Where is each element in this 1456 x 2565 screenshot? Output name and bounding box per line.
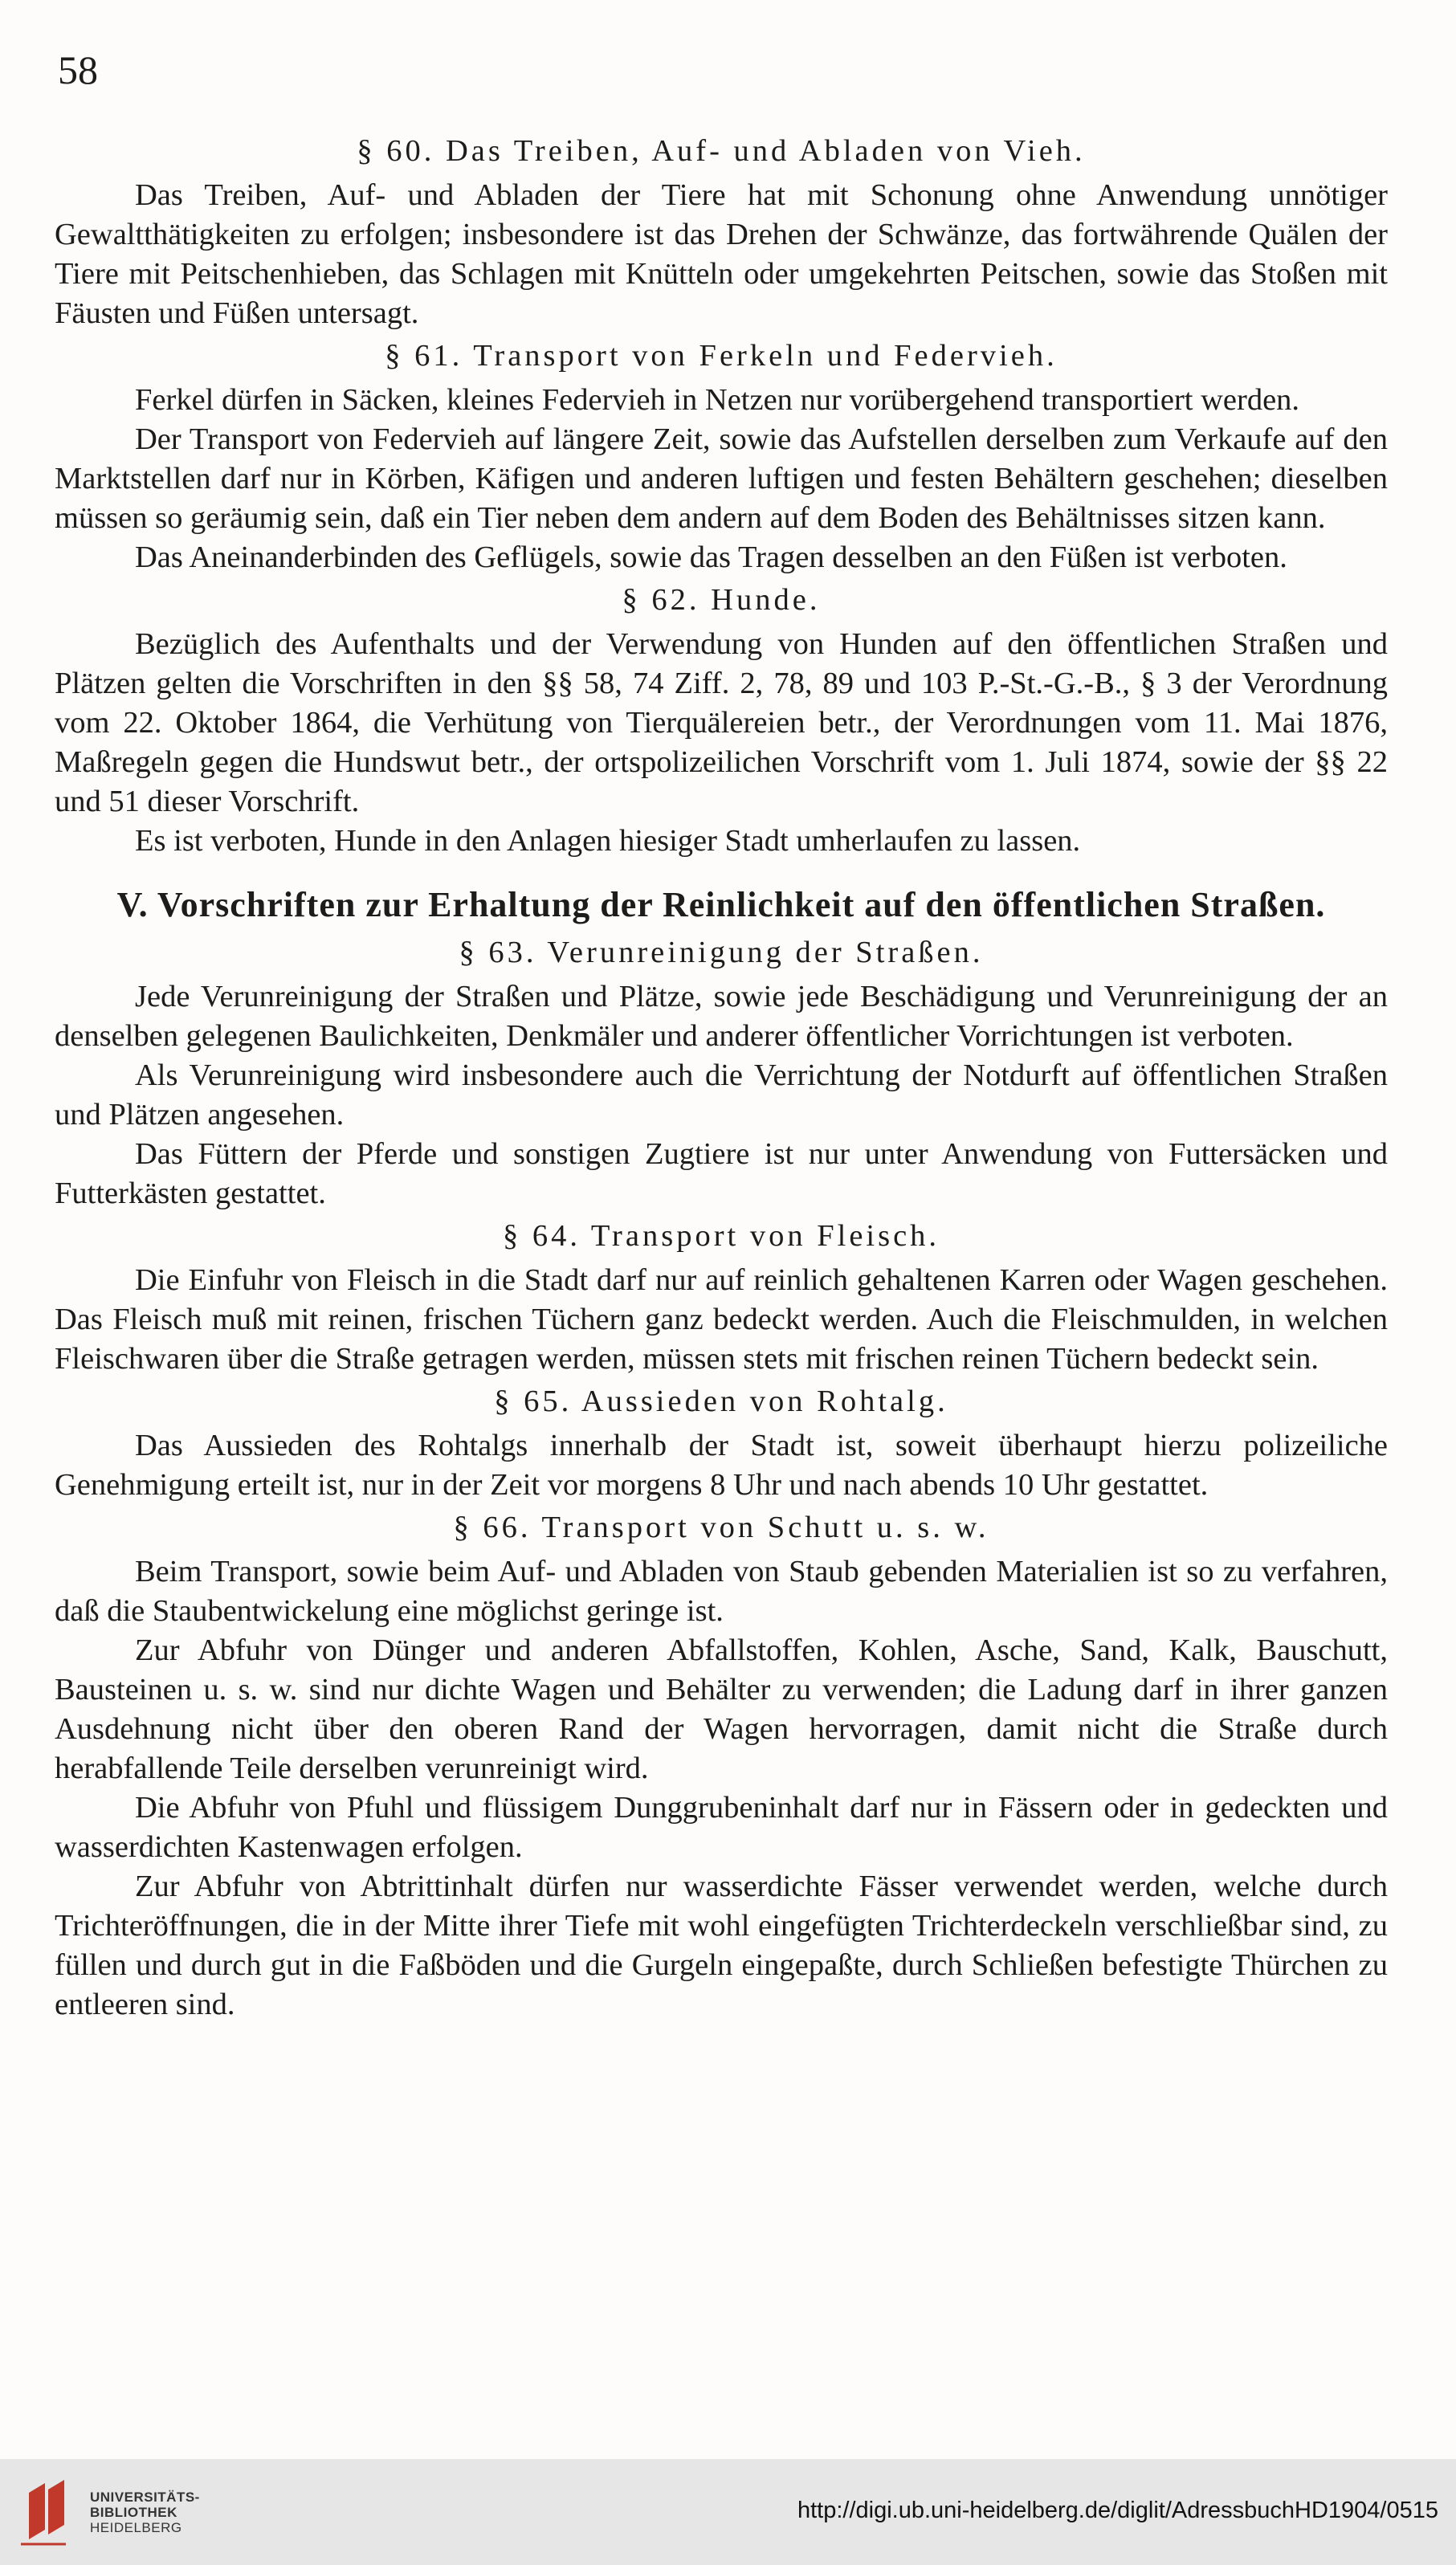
page-number: 58 [58, 47, 98, 92]
paragraph: Das Füttern der Pferde und sonstigen Zugtiere ist nur unter Anwendung von Futtersäcken und Futterkästen gestattet. [55, 1137, 1388, 1210]
paragraph: Zur Abfuhr von Abtrittinhalt dürfen nur wasserdichte Fässer verwendet werden, welche durch Trichteröffnungen, die in der Mitte ihrer Tiefe mit wohl eingefügten Trichterdeckeln verschließbar sind, zu füllen und durch gut in die Faßböden und die Gurgeln eingepaßte, durch Schließen befestigte Thürchen zu entleeren sind. [55, 1870, 1388, 2021]
paragraph: Bezüglich des Aufenthalts und der Verwendung von Hunden auf den öffentlichen Straßen und Plätzen gelten die Vorschriften in den §§ 58, 74 Ziff. 2, 78, 89 und 103 P.-St.-G.-B., § 3 der Verordnung vom 22. Oktober 1864, die Verhütung von Tierquälereien betr., der Verordnungen vom 11. Mai 1876, Maßregeln gegen die Hundswut betr., der ortspolizeilichen Vorschrift vom 1. Juli 1874, sowie der §§ 22 und 51 dieser Vorschrift. [55, 627, 1388, 818]
footer-bar [0, 2459, 1456, 2565]
section-heading: § 64. Transport von Fleisch. [502, 1219, 940, 1253]
chapter-title: V. Vorschriften zur Erhaltung der Reinlichkeit auf den öffentlichen Straßen. [116, 885, 1326, 924]
paragraph: Das Aneinanderbinden des Geflügels, sowie das Tragen desselben an den Füßen ist verboten. [135, 540, 1287, 574]
paragraph: Es ist verboten, Hunde in den Anlagen hiesiger Stadt umherlaufen zu lassen. [135, 824, 1081, 858]
section-heading: § 60. Das Treiben, Auf- und Abladen von Vieh. [357, 134, 1086, 168]
source-url-link[interactable]: http://digi.ub.uni-heidelberg.de/diglit/AdressbuchHD1904/0515 [797, 2498, 1438, 2523]
paragraph: Die Abfuhr von Pfuhl und flüssigem Dunggrubeninhalt darf nur in Fässern oder in gedeckten und wasserdichten Kastenwagen erfolgen. [55, 1791, 1388, 1864]
paragraph: Das Aussieden des Rohtalgs innerhalb der Stadt ist, soweit überhaupt hierzu polizeiliche Genehmigung erteilt ist, nur in der Zeit vor morgens 8 Uhr und nach abends 10 Uhr gestattet. [55, 1429, 1388, 1502]
paragraph: Beim Transport, sowie beim Auf- und Abladen von Staub gebenden Materialien ist so zu verfahren, daß die Staubentwickelung eine möglichst geringe ist. [55, 1555, 1388, 1628]
paragraph: Ferkel dürfen in Säcken, kleines Federvieh in Netzen nur vorübergehend transportiert werden. [135, 383, 1300, 417]
paragraph: Die Einfuhr von Fleisch in die Stadt darf nur auf reinlich gehaltenen Karren oder Wagen geschehen. Das Fleisch muß mit reinen, frischen Tüchern ganz bedeckt werden. Auch die Fleischmulden, in welchen Fleischwaren über die Straße getragen werden, müssen stets mit frischen reinen Tüchern bedeckt sein. [55, 1263, 1388, 1376]
library-name: UNIVERSITÄTS- BIBLIOTHEK HEIDELBERG [90, 2490, 200, 2535]
library-logo-icon [18, 2477, 77, 2546]
section-heading: § 62. Hunde. [622, 583, 821, 617]
section-heading: § 66. Transport von Schutt u. s. w. [453, 1511, 989, 1544]
paragraph: Zur Abfuhr von Dünger und anderen Abfallstoffen, Kohlen, Asche, Sand, Kalk, Bauschutt, Bausteinen u. s. w. sind nur dichte Wagen und Behälter zu verwenden; die Ladung darf in ihrer ganzen Ausdehnung nicht über den oberen Rand der Wagen hervorragen, damit nicht die Straße durch herabfallende Teile derselben verunreinigt wird. [55, 1633, 1388, 1785]
section-heading: § 65. Aussieden von Rohtalg. [494, 1384, 948, 1418]
paragraph: Jede Verunreinigung der Straßen und Plätze, sowie jede Beschädigung und Verunreinigung der an denselben gelegenen Baulichkeiten, Denkmäler und anderer öffentlicher Vorrichtungen ist verboten. [55, 980, 1388, 1053]
section-heading: § 63. Verunreinigung der Straßen. [459, 936, 984, 969]
paragraph: Das Treiben, Auf- und Abladen der Tiere hat mit Schonung ohne Anwendung unnötiger Gewaltthätigkeiten zu erfolgen; insbesondere ist das Drehen der Schwänze, das fortwährende Quälen der Tiere mit Peitschenhieben, das Schlagen mit Knütteln oder umgekehrten Peitschen, sowie das Stoßen mit Fäusten und Füßen untersagt. [55, 178, 1388, 330]
paragraph: Als Verunreinigung wird insbesondere auch die Verrichtung der Notdurft auf öffentlichen Straßen und Plätzen angesehen. [55, 1058, 1388, 1132]
page-content [55, 128, 1388, 2025]
paragraph: Der Transport von Federvieh auf längere Zeit, sowie das Aufstellen derselben zum Verkaufe auf den Marktstellen darf nur in Körben, Käfigen und anderen luftigen und festen Behältern geschehen; dieselben müssen so geräumig sein, daß ein Tier neben dem andern auf dem Boden des Behältnisses sitzen kann. [55, 422, 1388, 535]
section-heading: § 61. Transport von Ferkeln und Federvieh. [385, 339, 1058, 373]
